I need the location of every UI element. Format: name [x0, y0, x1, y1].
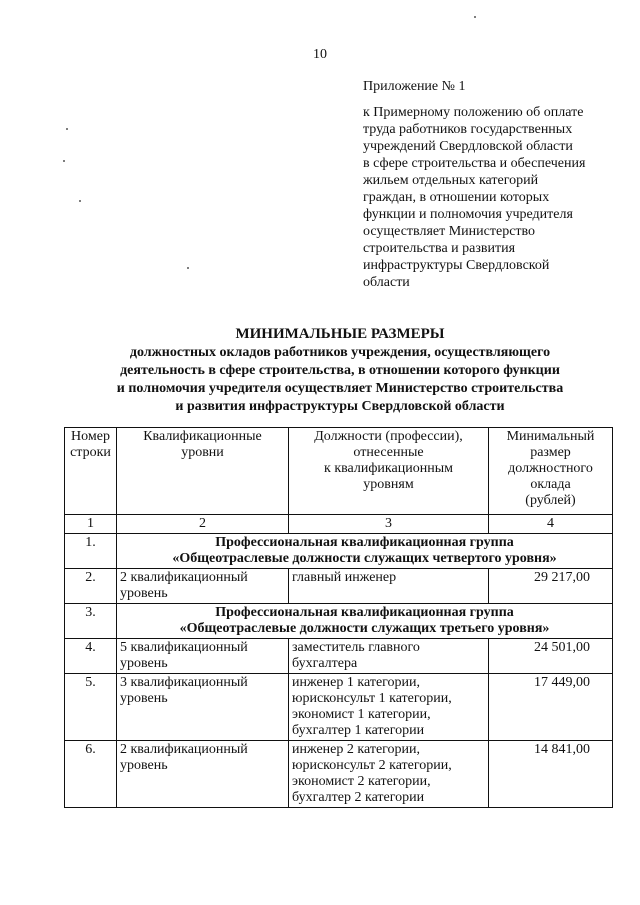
- scan-speck: [187, 267, 189, 269]
- cell-line: уровень: [120, 691, 168, 706]
- min-salary: 24 501,00: [489, 639, 613, 674]
- subtitle-line: и развития инфраструктуры Свердловской области: [175, 399, 505, 414]
- column-index: 4: [489, 515, 613, 534]
- cell-line: инженер 1 категории,: [292, 675, 421, 690]
- page-number: 10: [313, 47, 327, 62]
- cell-line: «Общеотраслевые должности служащих третьего уровня»: [179, 621, 550, 636]
- header-text: уровни: [181, 445, 224, 460]
- cell-line: бухгалтер 1 категории: [292, 723, 425, 738]
- min-salary: 17 449,00: [489, 674, 613, 741]
- appendix-line: строительства и развития: [363, 241, 516, 256]
- cell-line: уровень: [120, 586, 168, 601]
- salary-table: [64, 427, 613, 808]
- header-text: уровням: [363, 477, 414, 492]
- column-index: 2: [117, 515, 289, 534]
- min-salary: 14 841,00: [489, 741, 613, 808]
- cell-line: экономист 2 категории,: [292, 774, 431, 789]
- column-index-row: [65, 515, 613, 534]
- cell-line: главный инженер: [292, 570, 397, 585]
- table-row: [65, 569, 613, 604]
- column-index: 3: [289, 515, 489, 534]
- cell-line: Профессиональная квалификационная группа: [215, 535, 514, 550]
- header-salary: [489, 428, 613, 515]
- cell-line: 2 квалификационный: [120, 570, 248, 585]
- positions: [289, 639, 489, 674]
- positions: [289, 741, 489, 808]
- qualification-level: [117, 741, 289, 808]
- cell-line: 3 квалификационный: [120, 675, 248, 690]
- cell-line: юрисконсульт 1 категории,: [292, 691, 452, 706]
- header-text: Номер: [71, 429, 110, 444]
- positions: [289, 569, 489, 604]
- appendix-line: учреждений Свердловской области: [363, 139, 573, 154]
- header-text: (рублей): [525, 493, 576, 508]
- group-row: [65, 604, 613, 639]
- row-number: 3.: [65, 604, 117, 639]
- min-salary: 29 217,00: [489, 569, 613, 604]
- scan-speck: [474, 16, 476, 18]
- header-text: Должности (профессии),: [314, 429, 463, 444]
- cell-line: 5 квалификационный: [120, 640, 248, 655]
- title-subtitle: [60, 344, 620, 416]
- document-title: [60, 325, 620, 416]
- cell-line: уровень: [120, 656, 168, 671]
- cell-line: заместитель главного: [292, 640, 420, 655]
- header-num: [65, 428, 117, 515]
- header-row: [65, 428, 613, 515]
- appendix-line: инфраструктуры Свердловской: [363, 258, 550, 273]
- table-row: [65, 639, 613, 674]
- appendix-line: области: [363, 275, 410, 290]
- header-text: отнесенные: [353, 445, 424, 460]
- cell-line: юрисконсульт 2 категории,: [292, 758, 452, 773]
- appendix-line: труда работников государственных: [363, 122, 573, 137]
- appendix-line: функции и полномочия учредителя: [363, 207, 573, 222]
- cell-line: Профессиональная квалификационная группа: [215, 605, 514, 620]
- title-main: МИНИМАЛЬНЫЕ РАЗМЕРЫ: [235, 326, 445, 342]
- header-text: Минимальный: [506, 429, 595, 444]
- scan-speck: [79, 200, 81, 202]
- subtitle-line: должностных окладов работников учреждения, осуществляющего: [129, 345, 551, 360]
- scan-speck: [66, 128, 68, 130]
- qualification-level: [117, 639, 289, 674]
- header-level: [117, 428, 289, 515]
- group-row: [65, 534, 613, 569]
- header-text: должностного: [508, 461, 593, 476]
- row-number: 4.: [65, 639, 117, 674]
- scan-speck: [63, 160, 65, 162]
- appendix-line: в сфере строительства и обеспечения: [363, 156, 586, 171]
- row-number: 6.: [65, 741, 117, 808]
- cell-line: 2 квалификационный: [120, 742, 248, 757]
- table-row: [65, 741, 613, 808]
- qualification-level: [117, 569, 289, 604]
- header-text: к квалификационным: [324, 461, 453, 476]
- subtitle-line: деятельность в сфере строительства, в отношении которого функции: [120, 363, 560, 378]
- appendix-line: граждан, в отношении которых: [363, 190, 550, 205]
- header-positions: [289, 428, 489, 515]
- subtitle-line: и полномочия учредителя осуществляет Министерство строительства: [116, 381, 564, 396]
- cell-line: уровень: [120, 758, 168, 773]
- table-row: [65, 674, 613, 741]
- appendix-line: жильем отдельных категорий: [363, 173, 539, 188]
- group-title: [117, 604, 613, 639]
- appendix-title: Приложение № 1: [363, 79, 466, 94]
- header-text: строки: [70, 445, 111, 460]
- appendix-block: [363, 78, 625, 291]
- positions: [289, 674, 489, 741]
- column-index: 1: [65, 515, 117, 534]
- appendix-line: осуществляет Министерство: [363, 224, 536, 239]
- appendix-text: [363, 104, 625, 291]
- appendix-line: к Примерному положению об оплате: [363, 105, 584, 120]
- cell-line: бухгалтер 2 категории: [292, 790, 425, 805]
- cell-line: экономист 1 категории,: [292, 707, 431, 722]
- qualification-level: [117, 674, 289, 741]
- header-text: размер: [530, 445, 571, 460]
- row-number: 1.: [65, 534, 117, 569]
- cell-line: «Общеотраслевые должности служащих четвертого уровня»: [172, 551, 557, 566]
- row-number: 5.: [65, 674, 117, 741]
- cell-line: инженер 2 категории,: [292, 742, 421, 757]
- group-title: [117, 534, 613, 569]
- salary-table-body: [65, 428, 613, 808]
- cell-line: бухгалтера: [292, 656, 358, 671]
- header-text: Квалификационные: [143, 429, 262, 444]
- row-number: 2.: [65, 569, 117, 604]
- header-text: оклада: [530, 477, 571, 492]
